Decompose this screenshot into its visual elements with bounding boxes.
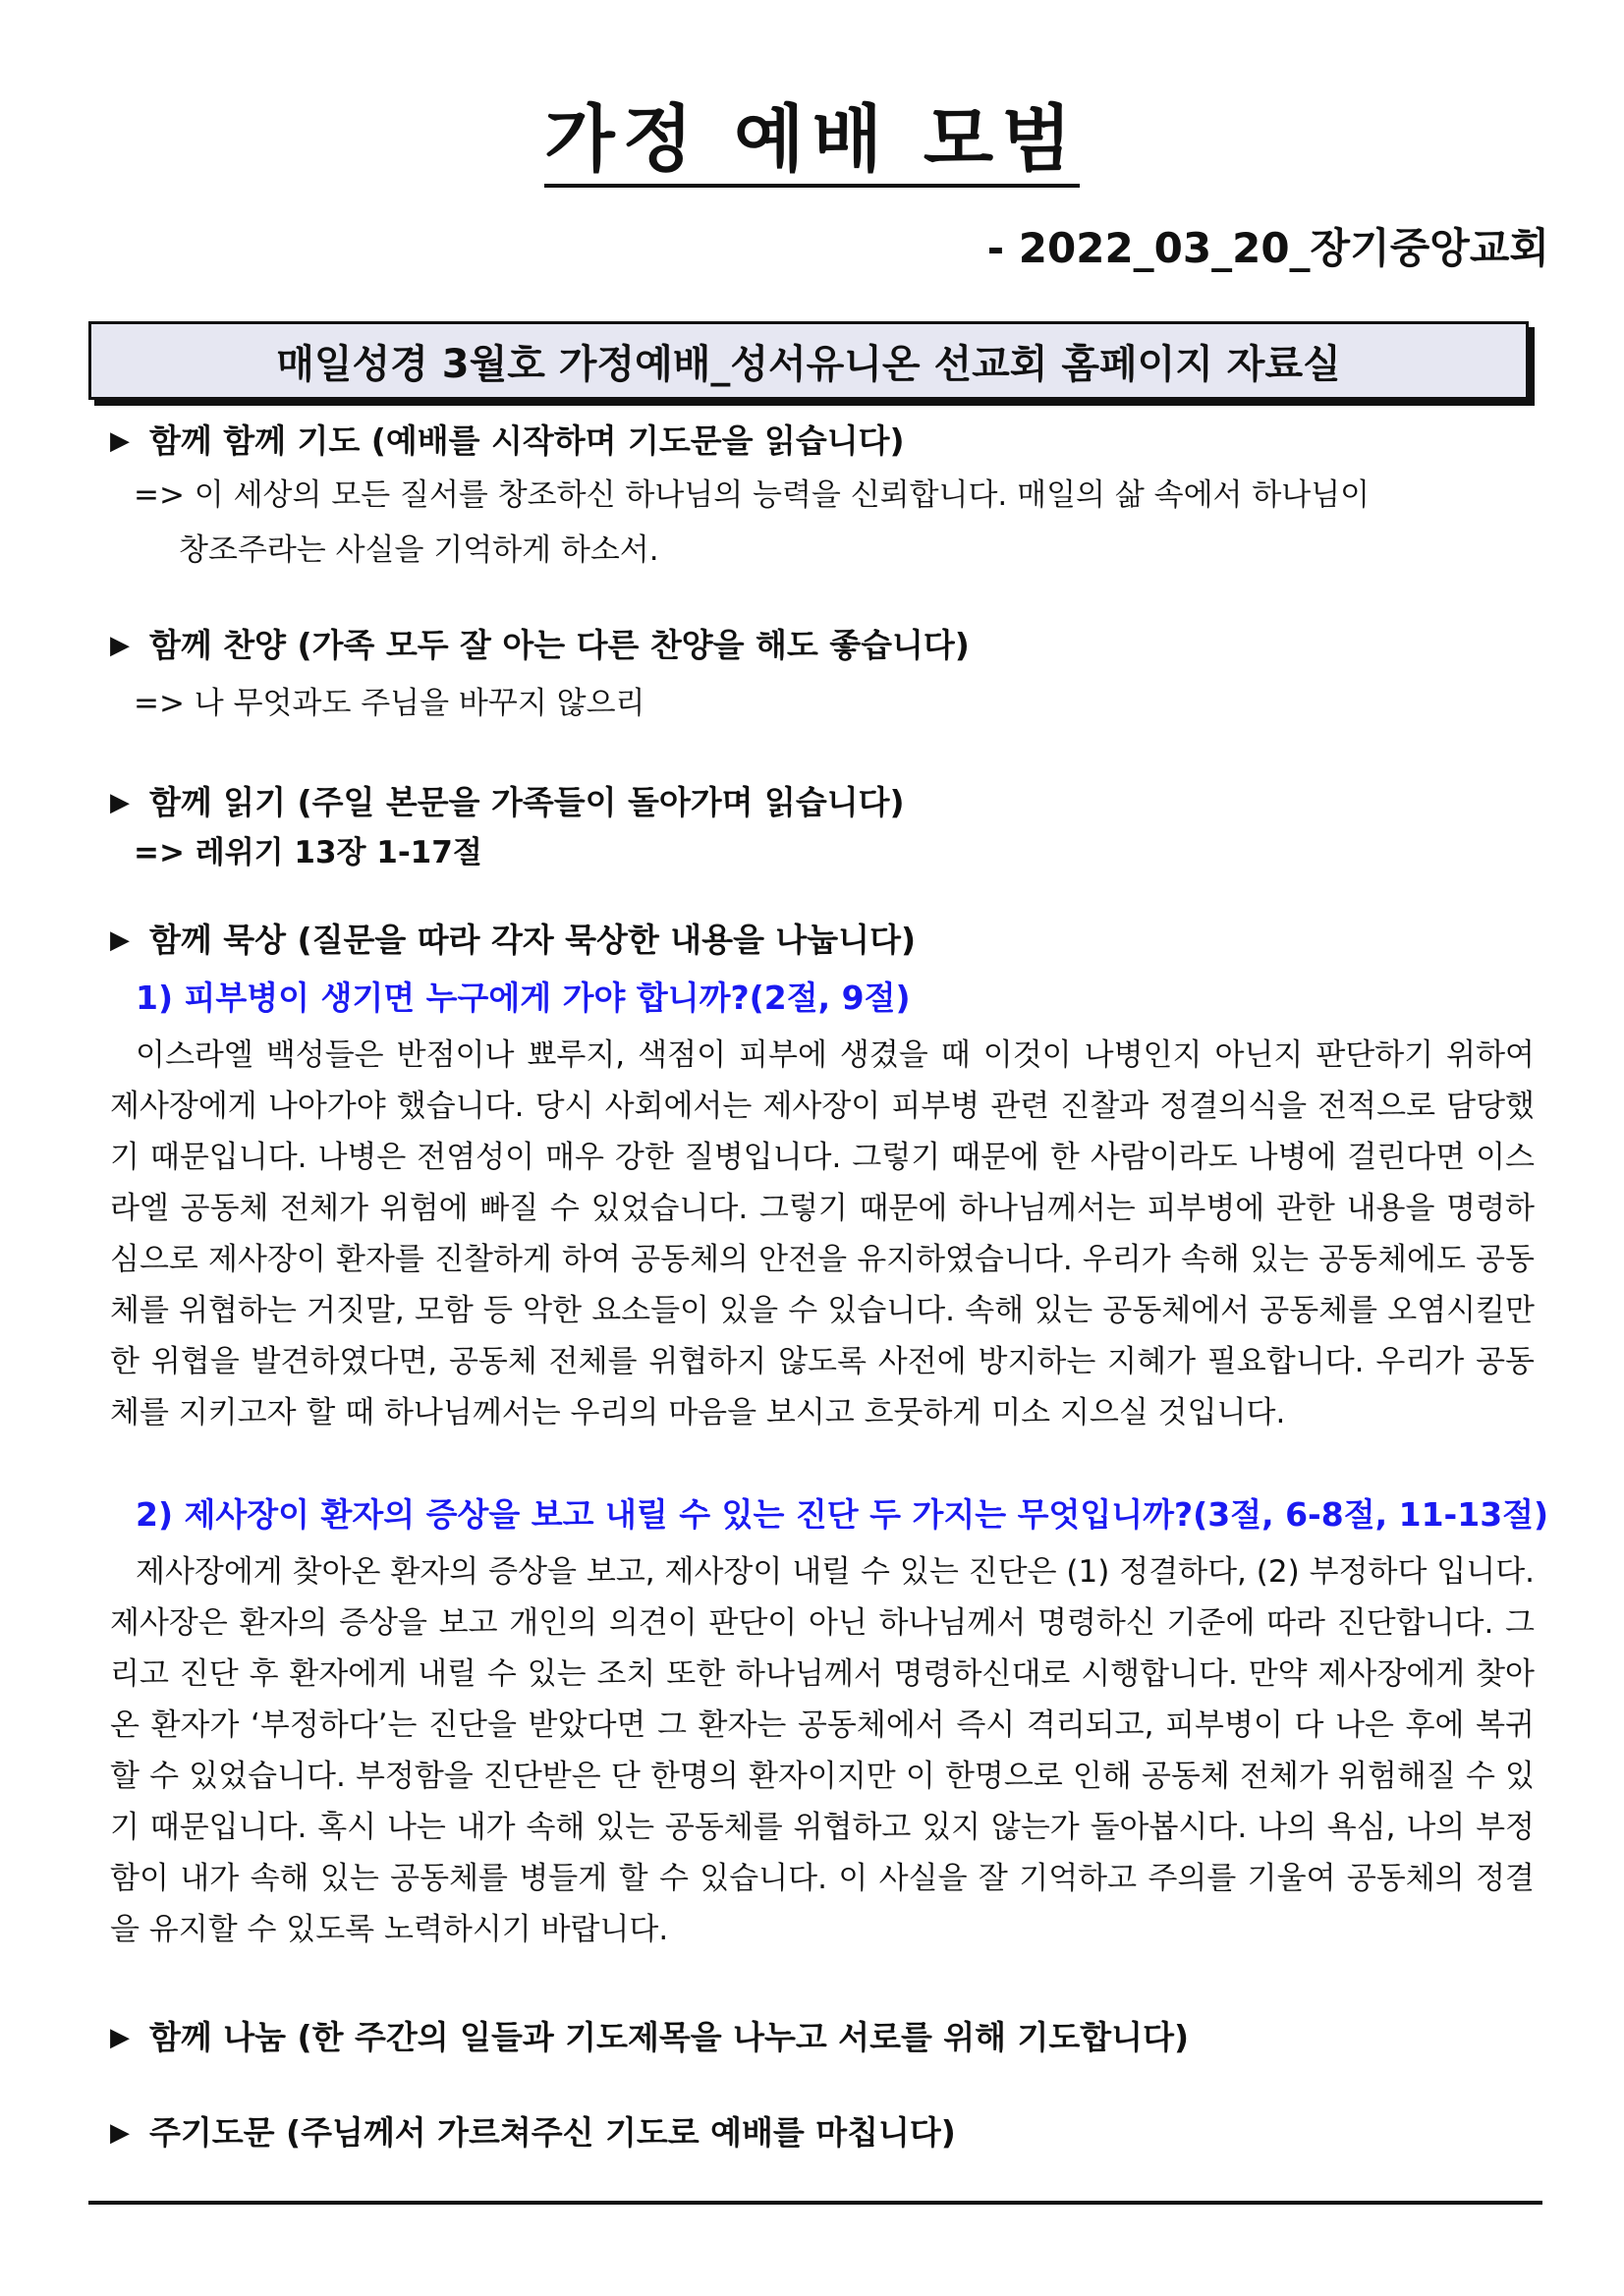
question-2: 2) 제사장이 환자의 증상을 보고 내릴 수 있는 진단 두 가지는 무엇입니까?(3절, 6-8절, 11-13절) — [136, 1495, 1549, 1534]
prayer-heading: 함께 함께 기도 (예배를 시작하며 기도문을 읽습니다) — [149, 421, 905, 460]
page-title-text: 가정 예배 모범 — [544, 97, 1079, 188]
section-heading — [110, 625, 1535, 667]
section-heading — [110, 420, 1535, 463]
lords-prayer-heading: 주기도문 (주님께서 가르쳐주신 기도로 예배를 마칩니다) — [149, 2113, 956, 2152]
bottom-divider — [88, 2201, 1542, 2205]
answer-paragraph-1: 이스라엘 백성들은 반점이나 뾰루지, 색점이 피부에 생겼을 때 이것이 나병인지 아닌지 판단하기 위하여 제사장에게 나아가야 했습니다. 당시 사회에서는 제사장이 피부병 관련 진찰과 정결의식을 전적으로 담당했기 때문입니다. 나병은 전염성이 매우 강한 질병입니다. 그렇기 때문에 한 사람이라도 나병에 걸린다면 이스라엘 공동체 전체가 위험에 빠질 수 있었습니다. 그렇기 때문에 하나님께서는 피부병에 관한 내용을 명령하심으로 제사장이 환자를 진찰하게 하여 공동체의 안전을 유지하였습니다. 우리가 속해 있는 공동체에도 공동체를 위협하는 거짓말, 모함 등 악한 요소들이 있을 수 있습니다. 속해 있는 공동체에서 공동체를 오염시킬만한 위협을 발견하였다면, 공동체 전체를 위협하지 않도록 사전에 방지하는 지혜가 필요합니다. 우리가 공동체를 지키고자 할 때 하나님께서는 우리의 마음을 보시고 흐뭇하게 미소 지으실 것입니다. — [110, 1037, 1535, 1430]
praise-song-line: => 나 무엇과도 주님을 바꾸지 않으리 — [134, 685, 645, 721]
triangle-bullet-icon: ▶ — [110, 2117, 130, 2148]
source-header-box: 매일성경 3월호 가정예배_성서유니온 선교회 홈페이지 자료실 — [88, 321, 1529, 400]
triangle-bullet-icon: ▶ — [110, 787, 130, 817]
reading-heading: 함께 읽기 (주일 본문을 가족들이 돌아가며 읽습니다) — [149, 783, 905, 821]
section-heading — [110, 2112, 1535, 2155]
section-heading — [110, 782, 1535, 824]
triangle-bullet-icon: ▶ — [110, 425, 130, 456]
section-lords-prayer — [110, 2112, 1535, 2155]
praise-heading: 함께 찬양 (가족 모두 잘 아는 다른 찬양을 해도 좋습니다) — [149, 626, 970, 664]
section-prayer — [110, 420, 1535, 578]
page-title — [0, 97, 1624, 182]
section-praise — [110, 625, 1535, 732]
prayer-text-line2: 창조주라는 사실을 기억하게 하소서. — [179, 532, 659, 568]
prayer-text-line1: => 이 세상의 모든 질서를 창조하신 하나님의 능력을 신뢰합니다. 매일의 삶 속에서 하나님이 — [134, 476, 1371, 513]
section-sharing — [110, 2017, 1535, 2059]
section-meditation — [110, 920, 1535, 962]
meditation-heading: 함께 묵상 (질문을 따라 각자 묵상한 내용을 나눕니다) — [149, 921, 917, 959]
triangle-bullet-icon: ▶ — [110, 924, 130, 955]
section-heading — [110, 2017, 1535, 2059]
section-heading — [110, 920, 1535, 962]
church-date-byline: - 2022_03_20_장기중앙교회 — [986, 224, 1549, 272]
reading-passage: => 레위기 13장 1-17절 — [134, 834, 482, 870]
sharing-heading: 함께 나눔 (한 주간의 일들과 기도제목을 나누고 서로를 위해 기도합니다) — [149, 2018, 1190, 2056]
question-1: 1) 피부병이 생기면 누구에게 가야 합니까?(2절, 9절) — [136, 979, 911, 1017]
triangle-bullet-icon: ▶ — [110, 630, 130, 660]
triangle-bullet-icon: ▶ — [110, 2022, 130, 2052]
section-reading — [110, 782, 1535, 881]
answer-paragraph-2: 제사장에게 찾아온 환자의 증상을 보고, 제사장이 내릴 수 있는 진단은 (1) 정결하다, (2) 부정하다 입니다. 제사장은 환자의 증상을 보고 개인의 의견이 판단이 아닌 하나님께서 명령하신 기준에 따라 진단합니다. 그리고 진단 후 환자에게 내릴 수 있는 조치 또한 하나님께서 명령하신대로 시행합니다. 만약 제사장에게 찾아온 환자가 ‘부정하다’는 진단을 받았다면 그 환자는 공동체에서 즉시 격리되고, 피부병이 다 나은 후에 복귀할 수 있었습니다. 부정함을 진단받은 단 한명의 환자이지만 이 한명으로 인해 공동체 전체가 위험해질 수 있기 때문입니다. 혹시 나는 내가 속해 있는 공동체를 위협하고 있지 않는가 돌아봅시다. 나의 욕심, 나의 부정함이 내가 속해 있는 공동체를 병들게 할 수 있습니다. 이 사실을 잘 기억하고 주의를 기울여 공동체의 정결을 유지할 수 있도록 노력하시기 바랍니다. — [110, 1554, 1535, 1947]
